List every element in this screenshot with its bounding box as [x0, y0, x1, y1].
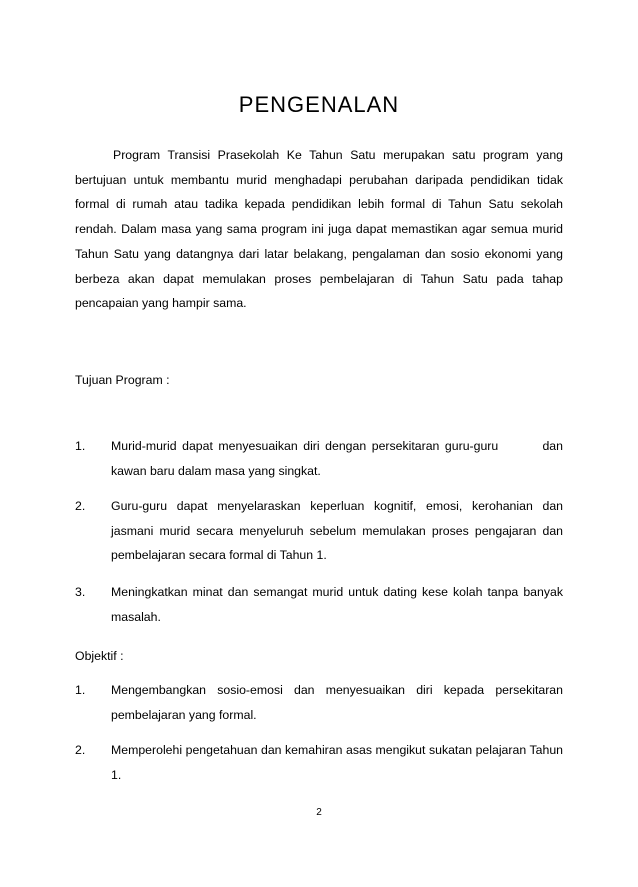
list-number: 2.: [75, 743, 86, 757]
list-number: 1.: [75, 683, 86, 697]
list-text: Meningkatkan minat dan semangat murid untuk dating kese kolah tanpa banyak masalah.: [111, 585, 563, 624]
tujuan-item-2: [75, 494, 563, 568]
objektif-item-1: [75, 678, 563, 727]
list-text: Mengembangkan sosio-emosi dan menyesuaikan diri kepada persekitaran pembelajaran yang formal.: [111, 683, 563, 722]
list-text: Murid-murid dapat menyesuaikan diri dengan persekitaran guru-guru dan kawan baru dalam masa yang singkat.: [111, 439, 567, 478]
list-number: 3.: [75, 585, 86, 599]
tujuan-item-1: [75, 434, 567, 483]
objektif-heading: Objektif :: [75, 649, 124, 663]
tujuan-item-3: [75, 580, 563, 629]
objektif-item-2: [75, 738, 563, 787]
intro-paragraph: Program Transisi Prasekolah Ke Tahun Satu merupakan satu program yang bertujuan untuk membantu murid menghadapi perubahan daripada pendidikan tidak formal di rumah atau tadika kepada pendidikan lebih formal di Tahun Satu sekolah rendah. Dalam masa yang sama program ini juga dapat memastikan agar semua murid Tahun Satu yang datangnya dari latar belakang, pengalaman dan sosio ekonomi yang berbeza akan dapat memulakan proses pembelajaran di Tahun Satu pada tahap pencapaian yang hampir sama.: [75, 148, 563, 311]
tujuan-heading: Tujuan Program :: [75, 373, 170, 387]
list-text: Guru-guru dapat menyelaraskan keperluan kognitif, emosi, kerohanian dan jasmani murid secara menyeluruh sebelum memulakan proses pengajaran dan pembelajaran secara formal di Tahun 1.: [111, 499, 563, 563]
list-number: 2.: [75, 499, 86, 513]
page-number: 2: [316, 807, 322, 818]
page-title: PENGENALAN: [238, 92, 400, 117]
list-text: Memperolehi pengetahuan dan kemahiran asas mengikut sukatan pelajaran Tahun 1.: [111, 743, 563, 782]
list-number: 1.: [75, 439, 86, 453]
